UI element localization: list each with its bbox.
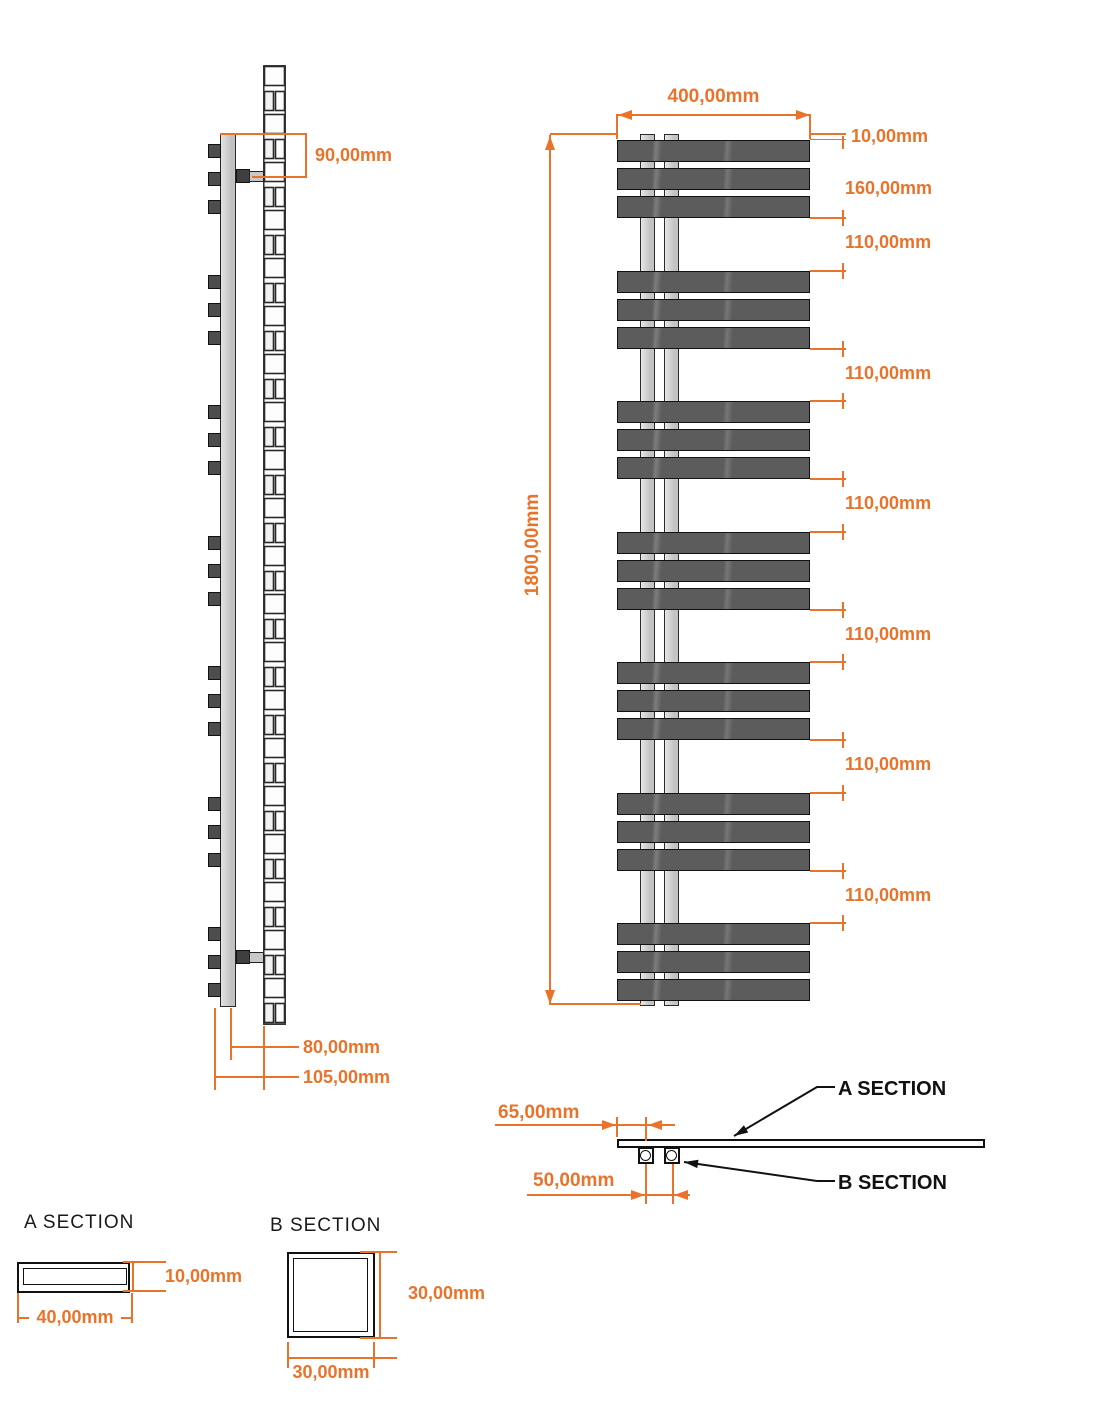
section-b-height-label: 30,00mm (408, 1283, 486, 1303)
gap-dim-label: 110,00mm (845, 493, 932, 514)
gap-dim-line-bottom (810, 270, 846, 272)
gap-dim-tick-top (842, 341, 844, 357)
gap-dim-label: 110,00mm (845, 362, 932, 383)
callout-a-arrowhead (734, 1125, 748, 1136)
side-bar-end (208, 592, 221, 606)
gap-dim-line-bottom (810, 922, 846, 924)
gap-dim-tick-bottom (842, 915, 844, 931)
gap-dim-line-top (810, 609, 846, 611)
side-bar-end (208, 172, 221, 186)
gap-dim-label: 110,00mm (845, 232, 932, 253)
side-bar-end (208, 722, 221, 736)
towel-bar (617, 588, 810, 610)
gap-dim-tick-bottom (842, 785, 844, 801)
bracket-bottom-block (236, 950, 250, 964)
dim-width-label: 400,00mm (667, 86, 760, 107)
section-a-htick-bottom (123, 1290, 166, 1292)
gap-dim-line-bottom (810, 531, 846, 533)
side-rail-plank (220, 134, 236, 1007)
wall-brick-strip (263, 65, 286, 1025)
gap-dim-line-top (810, 217, 846, 219)
towel-bar (617, 327, 810, 349)
towel-bar (617, 401, 810, 423)
dim-90-label: 90,00mm (315, 145, 393, 165)
gap-dim-line-top (810, 348, 846, 350)
dim-90-vline (305, 133, 307, 178)
dim-width-arrow-right (796, 110, 810, 120)
bar-top-line-right (810, 139, 846, 141)
towel-bar (617, 923, 810, 945)
wall-outline (264, 66, 285, 1024)
dim-width-line (617, 114, 810, 116)
callout-b-label: B SECTION (838, 1172, 947, 1194)
dim-105-label: 105,00mm (303, 1067, 391, 1087)
towel-bar (617, 849, 810, 871)
callout-a-leader (734, 1087, 835, 1136)
gap-dim-tick-bottom (842, 654, 844, 670)
dim-height-arrow-bottom (545, 990, 555, 1004)
side-bar-end (208, 927, 221, 941)
section-a-height-label: 10,00mm (165, 1266, 243, 1286)
callout-b-arrowhead (684, 1160, 699, 1168)
section-a-htick-top (123, 1261, 166, 1263)
dim-width-ext-right (809, 114, 811, 139)
gap-dim-tick-top (842, 471, 844, 487)
towel-bar (617, 690, 810, 712)
section-a-width-label: 40,00mm (36, 1307, 114, 1327)
callout-b-leader (684, 1162, 835, 1181)
side-bar-end (208, 405, 221, 419)
dim-ext-wall (263, 1026, 265, 1090)
dim-top-tick (842, 136, 844, 149)
section-b-bottom-line (287, 1357, 397, 1359)
section-a-title: A SECTION (24, 1212, 135, 1233)
towel-bar (617, 532, 810, 554)
top-ref-line-right (810, 133, 846, 135)
towel-bar (617, 168, 810, 190)
towel-bar (617, 718, 810, 740)
section-a-vline-right (132, 1261, 134, 1292)
dim-height-bottom-line (549, 1003, 641, 1005)
towel-bar (617, 979, 810, 1001)
towel-bar (617, 429, 810, 451)
dim-height-arrow-top (545, 136, 555, 150)
dim-height-label: 1800,00mm (522, 493, 543, 597)
gap-dim-tick-top (842, 210, 844, 226)
side-bar-end (208, 303, 221, 317)
side-bar-end (208, 536, 221, 550)
gap-dim-tick-top (842, 863, 844, 879)
side-bar-end (208, 144, 221, 158)
towel-bar (617, 271, 810, 293)
towel-bar (617, 457, 810, 479)
gap-dim-line-top (810, 870, 846, 872)
dim-65-label: 65,00mm (498, 1102, 580, 1123)
section-b-inner (293, 1258, 368, 1332)
bracket-top-block (236, 169, 250, 183)
gap-dim-line-top (810, 739, 846, 741)
dim-80-line (230, 1046, 299, 1048)
section-b-vline-right (379, 1251, 381, 1338)
gap-dim-tick-bottom (842, 524, 844, 540)
dim-65-arrow-left (602, 1120, 616, 1130)
gap-dim-label: 110,00mm (845, 754, 932, 775)
section-b-width-label: 30,00mm (292, 1362, 370, 1382)
gap-dim-tick-bottom (842, 263, 844, 279)
side-bar-end (208, 461, 221, 475)
towel-bar (617, 793, 810, 815)
dim-ext-rail (230, 1008, 232, 1060)
side-bar-end (208, 853, 221, 867)
dim-65-tick-left (616, 1117, 618, 1137)
towel-bar (617, 662, 810, 684)
dim-50-arrow-left (631, 1190, 645, 1200)
dim-90-line-top (220, 133, 307, 135)
dim-group-label: 160,00mm (845, 178, 933, 198)
dim-65-tick-right (645, 1117, 647, 1141)
dim-80-label: 80,00mm (303, 1037, 381, 1057)
towel-bar (617, 140, 810, 162)
gap-dim-line-bottom (810, 792, 846, 794)
gap-dim-label: 110,00mm (845, 884, 932, 905)
bracket-bottom-arm (249, 952, 264, 963)
top-ref-line-left (550, 133, 617, 135)
side-bar-end (208, 694, 221, 708)
dim-90-line-bottom (252, 176, 307, 178)
dim-width-ext-left (616, 114, 618, 139)
gap-dim-tick-top (842, 732, 844, 748)
towel-bar (617, 821, 810, 843)
dim-105-line (214, 1076, 299, 1078)
gap-dim-tick-bottom (842, 393, 844, 409)
gap-dim-line-bottom (810, 661, 846, 663)
gap-dim-tick-top (842, 602, 844, 618)
side-bar-end (208, 955, 221, 969)
side-bar-end (208, 433, 221, 447)
towel-bar (617, 560, 810, 582)
gap-dim-line-bottom (810, 400, 846, 402)
side-bar-end (208, 825, 221, 839)
callout-a-label: A SECTION (838, 1078, 947, 1100)
towel-bar (617, 951, 810, 973)
section-b-title: B SECTION (270, 1215, 382, 1236)
gap-dim-line-top (810, 478, 846, 480)
side-bar-end (208, 275, 221, 289)
dim-width-arrow-left (618, 110, 632, 120)
towel-bar (617, 299, 810, 321)
side-bar-end (208, 331, 221, 345)
dim-height-vline (549, 135, 551, 1004)
gap-dim-label: 110,00mm (845, 623, 932, 644)
dim-50-ext-left (645, 1164, 647, 1204)
side-bar-end (208, 666, 221, 680)
dim-50-label: 50,00mm (533, 1170, 615, 1191)
side-bar-end (208, 200, 221, 214)
plan-tube-left-bore (640, 1150, 651, 1161)
side-bar-end (208, 797, 221, 811)
side-bar-end (208, 564, 221, 578)
section-a-inner (23, 1268, 127, 1285)
towel-bar (617, 196, 810, 218)
side-bar-end (208, 983, 221, 997)
dim-top-label: 10,00mm (851, 126, 929, 146)
